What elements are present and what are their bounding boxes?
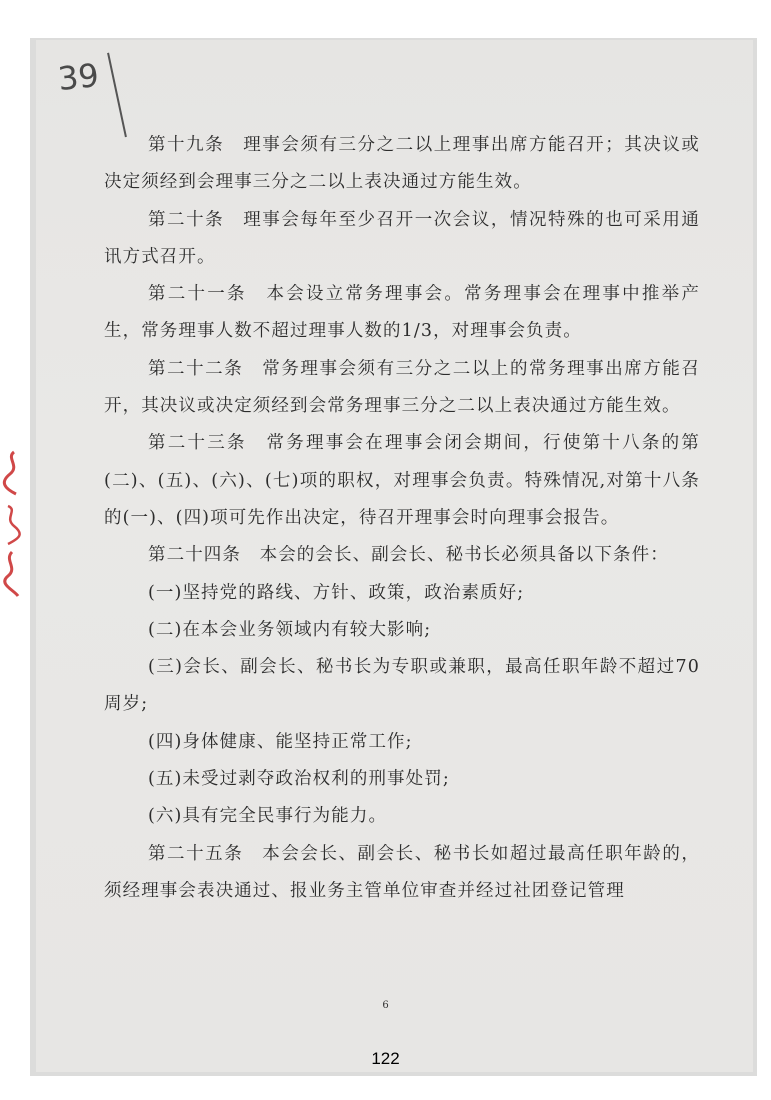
condition-1: (一)坚持党的路线、方针、政策，政治素质好; <box>148 582 525 603</box>
condition-5: (五)未受过剥夺政治权利的刑事处罚; <box>148 769 450 790</box>
article-25: 第二十五条 本会会长、副会长、秘书长如超过最高任职年龄的，须经理事会表决通过、报业务主管单位审查并经过社团登记管理 <box>104 843 700 901</box>
red-stamp-edge <box>0 448 24 598</box>
article-21: 第二十一条 本会设立常务理事会。常务理事会在理事中推举产生，常务理事人数不超过理事人数的1/3，对理事会负责。 <box>104 284 700 342</box>
article-24: 第二十四条 本会的会长、副会长、秘书长必须具备以下条件： <box>148 545 669 566</box>
page-number: 6 <box>382 1000 389 1011</box>
document-body <box>104 127 700 910</box>
footer-page-number: 122 <box>371 1049 400 1068</box>
condition-4: (四)身体健康、能坚持正常工作; <box>148 731 413 752</box>
article-19: 第十九条 理事会须有三分之二以上理事出席方能召开；其决议或决定须经到会理事三分之二以上表决通过方能生效。 <box>104 135 700 193</box>
article-20: 第二十条 理事会每年至少召开一次会议，情况特殊的也可采用通讯方式召开。 <box>104 209 700 267</box>
handwritten-page-mark: 39 <box>56 55 101 99</box>
article-23: 第二十三条 常务理事会在理事会闭会期间，行使第十八条的第(二)、(五)、(六)、(七)项的职权，对理事会负责。特殊情况,对第十八条的(一)、(四)项可先作出决定，待召开理事会时向理事会报告。 <box>104 433 700 528</box>
article-22: 第二十二条 常务理事会须有三分之二以上的常务理事出席方能召开，其决议或决定须经到会常务理事三分之二以上表决通过方能生效。 <box>104 358 700 417</box>
condition-3: (三)会长、副会长、秘书长为专职或兼职，最高任职年龄不超过70周岁; <box>104 657 700 715</box>
condition-6: (六)具有完全民事行为能力。 <box>148 806 388 827</box>
condition-2: (二)在本会业务领域内有较大影响; <box>148 619 432 640</box>
